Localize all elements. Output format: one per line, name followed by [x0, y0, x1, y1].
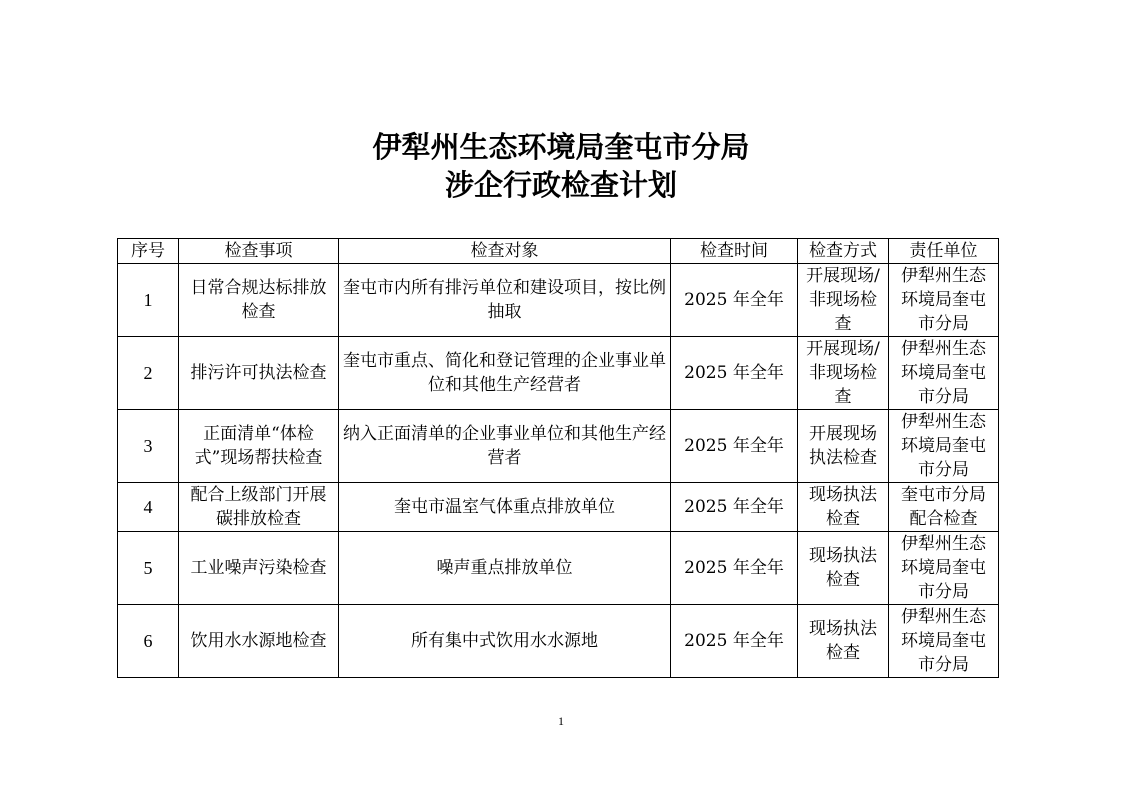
table-row	[118, 337, 999, 410]
cell-target: 噪声重点排放单位	[339, 532, 671, 605]
cell-target: 奎屯市温室气体重点排放单位	[339, 483, 671, 532]
cell-no: 2	[118, 337, 179, 410]
cell-method: 现场执法检查	[798, 532, 889, 605]
cell-time: 2025 年全年	[671, 410, 798, 483]
cell-unit: 伊犁州生态环境局奎屯市分局	[889, 532, 999, 605]
cell-unit: 奎屯市分局配合检查	[889, 483, 999, 532]
cell-no: 3	[118, 410, 179, 483]
cell-unit: 伊犁州生态环境局奎屯市分局	[889, 264, 999, 337]
cell-target: 奎屯市内所有排污单位和建设项目，按比例抽取	[339, 264, 671, 337]
table-row	[118, 264, 999, 337]
cell-no: 5	[118, 532, 179, 605]
cell-time: 2025 年全年	[671, 605, 798, 678]
cell-item: 日常合规达标排放检查	[179, 264, 339, 337]
cell-unit: 伊犁州生态环境局奎屯市分局	[889, 337, 999, 410]
cell-target: 纳入正面清单的企业事业单位和其他生产经营者	[339, 410, 671, 483]
header-no: 序号	[118, 239, 179, 264]
cell-time: 2025 年全年	[671, 532, 798, 605]
cell-time: 2025 年全年	[671, 264, 798, 337]
cell-item: 配合上级部门开展碳排放检查	[179, 483, 339, 532]
cell-target: 奎屯市重点、简化和登记管理的企业事业单位和其他生产经营者	[339, 337, 671, 410]
cell-item: 饮用水水源地检查	[179, 605, 339, 678]
table-row	[118, 532, 999, 605]
cell-time: 2025 年全年	[671, 337, 798, 410]
cell-method: 开展现场/非现场检查	[798, 337, 889, 410]
cell-method: 开展现场/非现场检查	[798, 264, 889, 337]
cell-item: 工业噪声污染检查	[179, 532, 339, 605]
cell-target: 所有集中式饮用水水源地	[339, 605, 671, 678]
header-target: 检查对象	[339, 239, 671, 264]
header-time: 检查时间	[671, 239, 798, 264]
cell-unit: 伊犁州生态环境局奎屯市分局	[889, 410, 999, 483]
table-row	[118, 410, 999, 483]
cell-method: 开展现场执法检查	[798, 410, 889, 483]
header-unit: 责任单位	[889, 239, 999, 264]
cell-method: 现场执法检查	[798, 483, 889, 532]
page-number: 1	[558, 714, 564, 728]
cell-item: 正面清单“体检式”现场帮扶检查	[179, 410, 339, 483]
cell-no: 6	[118, 605, 179, 678]
table-header-row	[118, 239, 999, 264]
header-item: 检查事项	[179, 239, 339, 264]
header-method: 检查方式	[798, 239, 889, 264]
cell-time: 2025 年全年	[671, 483, 798, 532]
cell-unit: 伊犁州生态环境局奎屯市分局	[889, 605, 999, 678]
document-subtitle: 涉企行政检查计划	[444, 168, 677, 202]
cell-item: 排污许可执法检查	[179, 337, 339, 410]
cell-no: 4	[118, 483, 179, 532]
table-row	[118, 483, 999, 532]
cell-method: 现场执法检查	[798, 605, 889, 678]
cell-no: 1	[118, 264, 179, 337]
document-title: 伊犁州生态环境局奎屯市分局	[372, 130, 750, 164]
inspection-plan-table	[117, 238, 999, 678]
table-row	[118, 605, 999, 678]
